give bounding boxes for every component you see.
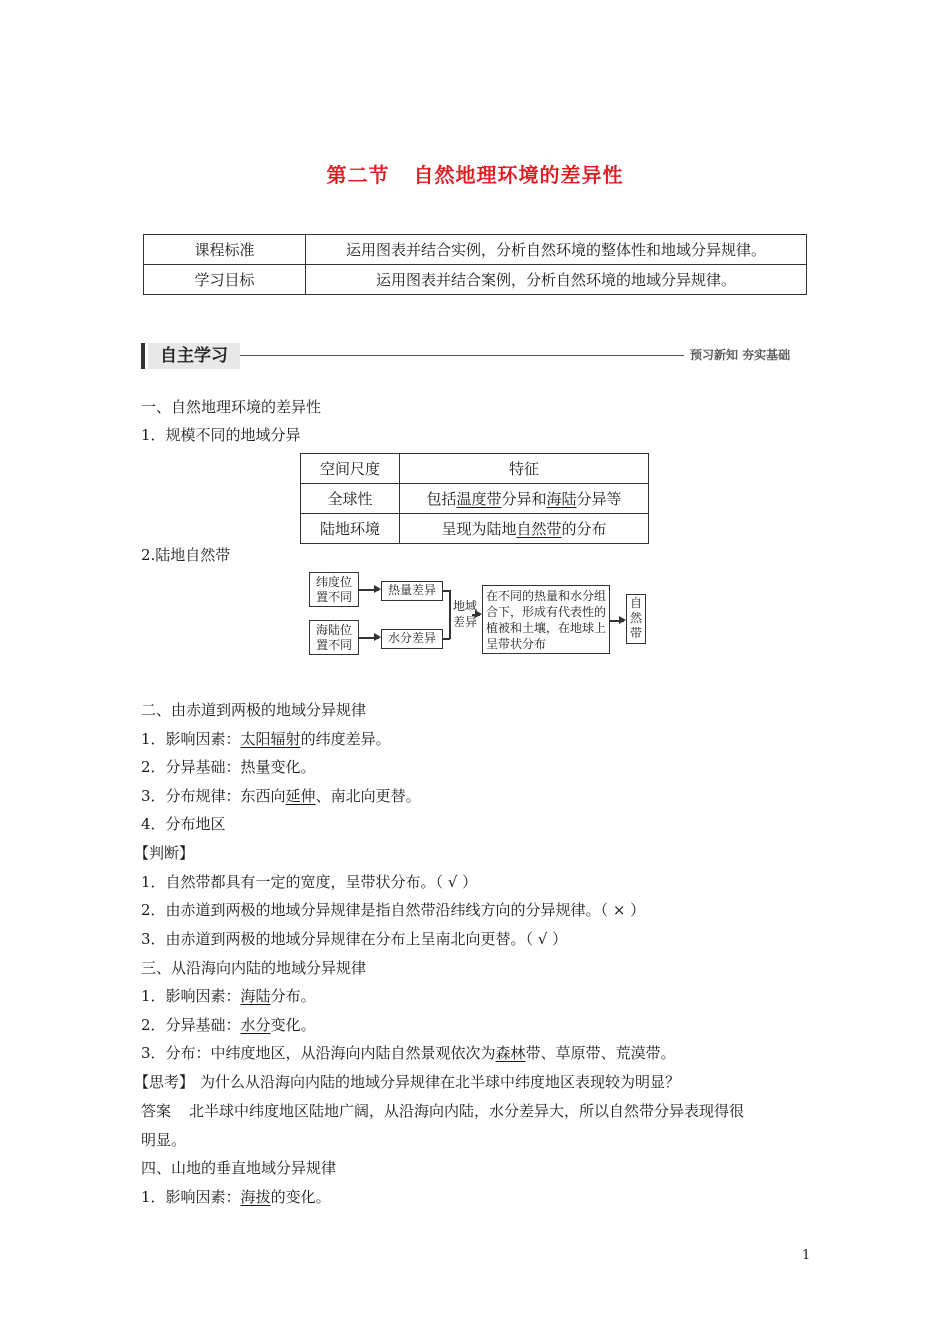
- section3-factor: 1．影响因素：海陆分布。: [141, 987, 316, 1005]
- arrow: [610, 620, 624, 622]
- arrow: [359, 637, 379, 639]
- section-name: 自然地理环境的差异性: [413, 163, 624, 187]
- latitude-box: 纬度位置不同: [309, 572, 359, 607]
- water-box: 水分差异: [381, 629, 443, 649]
- think-answer: 答案 北半球中纬度地区陆地广阔，从沿海向内陆，水分差异大，所以自然带分异表现得很: [141, 1102, 745, 1120]
- description-box: 在不同的热量和水分组合下，形成有代表性的植被和土壤，在地球上呈带状分布: [482, 585, 610, 654]
- think-question: 【思考】 为什么从沿海向内陆的地域分异规律在北半球中纬度地区表现较为明显？: [134, 1073, 681, 1091]
- banner-bar: [141, 343, 145, 369]
- judge-label: 【判断】: [134, 844, 195, 862]
- table-row: [301, 484, 649, 514]
- section-number: 第二节: [326, 163, 390, 187]
- page-title: [0, 159, 950, 188]
- section1-heading: 一、自然地理环境的差异性: [141, 398, 322, 416]
- feature-cell: 呈现为陆地自然带的分布: [400, 514, 649, 544]
- section3-heading: 三、从沿海向内陆的地域分异规律: [141, 959, 367, 977]
- table-row: [301, 514, 649, 544]
- banner-label: 自主学习: [148, 343, 240, 369]
- section4-factor: 1．影响因素：海拔的变化。: [141, 1188, 331, 1206]
- sea-land-box: 海陆位置不同: [309, 620, 359, 655]
- section2-rule: 3．分布规律：东西向延伸、南北向更替。: [141, 787, 421, 805]
- section1-sub2: 2.陆地自然带: [141, 546, 231, 564]
- scale-header: 空间尺度: [301, 454, 400, 484]
- objectives-label: 学习目标: [144, 265, 306, 295]
- section2-regions: 4．分布地区: [141, 815, 226, 833]
- standards-value: 运用图表并结合实例，分析自然环境的整体性和地域分异规律。: [306, 235, 807, 265]
- banner-rule: [240, 355, 684, 356]
- scale-cell: 陆地环境: [301, 514, 400, 544]
- judge-item: 2．由赤道到两极的地域分异规律是指自然带沿纬线方向的分异规律。（ × ）: [141, 901, 646, 919]
- arrow: [472, 614, 480, 616]
- scale-cell: 全球性: [301, 484, 400, 514]
- section1-sub1: 1．规模不同的地域分异: [141, 426, 301, 444]
- table-row: [144, 265, 807, 295]
- arrow: [359, 589, 379, 591]
- section2-heading: 二、由赤道到两极的地域分异规律: [141, 701, 367, 719]
- objectives-value: 运用图表并结合案例，分析自然环境的地域分异规律。: [306, 265, 807, 295]
- judge-item: 3．由赤道到两极的地域分异规律在分布上呈南北向更替。（ √ ）: [141, 930, 568, 948]
- standards-table: [143, 234, 807, 295]
- table-row: [301, 454, 649, 484]
- judge-item: 1．自然带都具有一定的宽度，呈带状分布。（ √ ）: [141, 873, 478, 891]
- heat-box: 热量差异: [381, 581, 443, 601]
- natural-zone-box: 自然带: [626, 594, 646, 644]
- banner-subtitle: 预习新知 夯实基础: [690, 348, 791, 362]
- section3-basis: 2．分异基础：水分变化。: [141, 1016, 316, 1034]
- feature-cell: 包括温度带分异和海陆分异等: [400, 484, 649, 514]
- section2-basis: 2．分异基础：热量变化。: [141, 758, 316, 776]
- feature-header: 特征: [400, 454, 649, 484]
- regional-difference-label: 地域差异: [452, 599, 477, 629]
- table-row: [144, 235, 807, 265]
- standards-label: 课程标准: [144, 235, 306, 265]
- think-answer-cont: 明显。: [141, 1131, 187, 1149]
- page-number: 1: [802, 1248, 811, 1263]
- section4-heading: 四、山地的垂直地域分异规律: [141, 1159, 337, 1177]
- section3-distribution: 3．分布：中纬度地区，从沿海向内陆自然景观依次为森林带、草原带、荒漠带。: [141, 1044, 676, 1062]
- section2-factor: 1．影响因素：太阳辐射的纬度差异。: [141, 730, 391, 748]
- scale-table: [300, 453, 649, 544]
